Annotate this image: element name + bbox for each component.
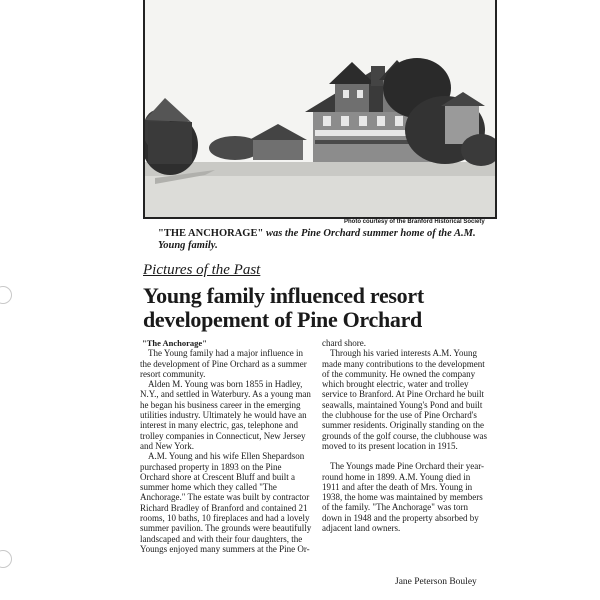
article-column-1 — [140, 338, 312, 554]
article-paragraph: The Young family had a major influence in the development of Pine Orchard as a summer resort community. — [140, 348, 307, 379]
house-illustration — [145, 0, 495, 217]
paragraph-gap — [322, 451, 490, 461]
photo-credit: Photo courtesy of the Branford Historical Society — [344, 219, 485, 225]
caption-text: was the Pine Orchard summer home of the A.M. Young family. — [158, 228, 476, 251]
binder-hole — [0, 550, 12, 568]
article-paragraph: The Youngs made Pine Orchard their year-round home in 1899. A.M. Young died in 1911 and after the death of Mrs. Young in 1938, the home was maintained by members of the family. "The Anchorage" was torn down in 1948 and the property absorbed by adjacent land owners. — [322, 461, 485, 534]
article-paragraph: Alden M. Young was born 1855 in Hadley, N.Y., and settled in Waterbury. As a young man he began his business career in the emerging utilities industry. Ultimately he would have an interest in many electric, gas, telephone and trolley companies in Connecticut, New Jersey and New York. — [140, 379, 311, 451]
section-label: Pictures of the Past — [143, 262, 261, 278]
article-paragraph: Through his varied interests A.M. Young made many contributions to the development of the community. He owned the company which brought electric, water and trolley service to Branford. At Pine Orchard he built seawalls, maintained Young's Pond and built the clubhouse for the use of Pine Orchard's summer residents. Originally standing on the grounds of the golf course, the clubhouse was moved to its present location in 1915. — [322, 348, 487, 451]
byline: Jane Peterson Bouley — [395, 577, 477, 587]
anchorage-photo — [143, 0, 497, 219]
article-subhead: "The Anchorage" — [142, 338, 207, 348]
article-paragraph: chard shore. — [322, 338, 366, 348]
caption-title: "THE ANCHORAGE" — [158, 228, 264, 239]
binder-hole — [0, 286, 12, 304]
headline: Young family influenced resort developement of Pine Orchard — [143, 283, 424, 332]
photo-caption — [158, 228, 488, 252]
article-paragraph: A.M. Young and his wife Ellen Shepardson purchased property in 1893 on the Pine Orchard shore at Crescent Bluff and built a summer home which they called "The Anchorage." The estate was built by contractor Richard Bradley of Branford and contained 21 rooms, 10 baths, 10 fireplaces and had a lovely summer pavilion. The grounds were beautifully landscaped and with their four daughters, the Youngs enjoyed many summers at the Pine Or- — [140, 451, 312, 554]
article-column-2 — [322, 338, 490, 533]
